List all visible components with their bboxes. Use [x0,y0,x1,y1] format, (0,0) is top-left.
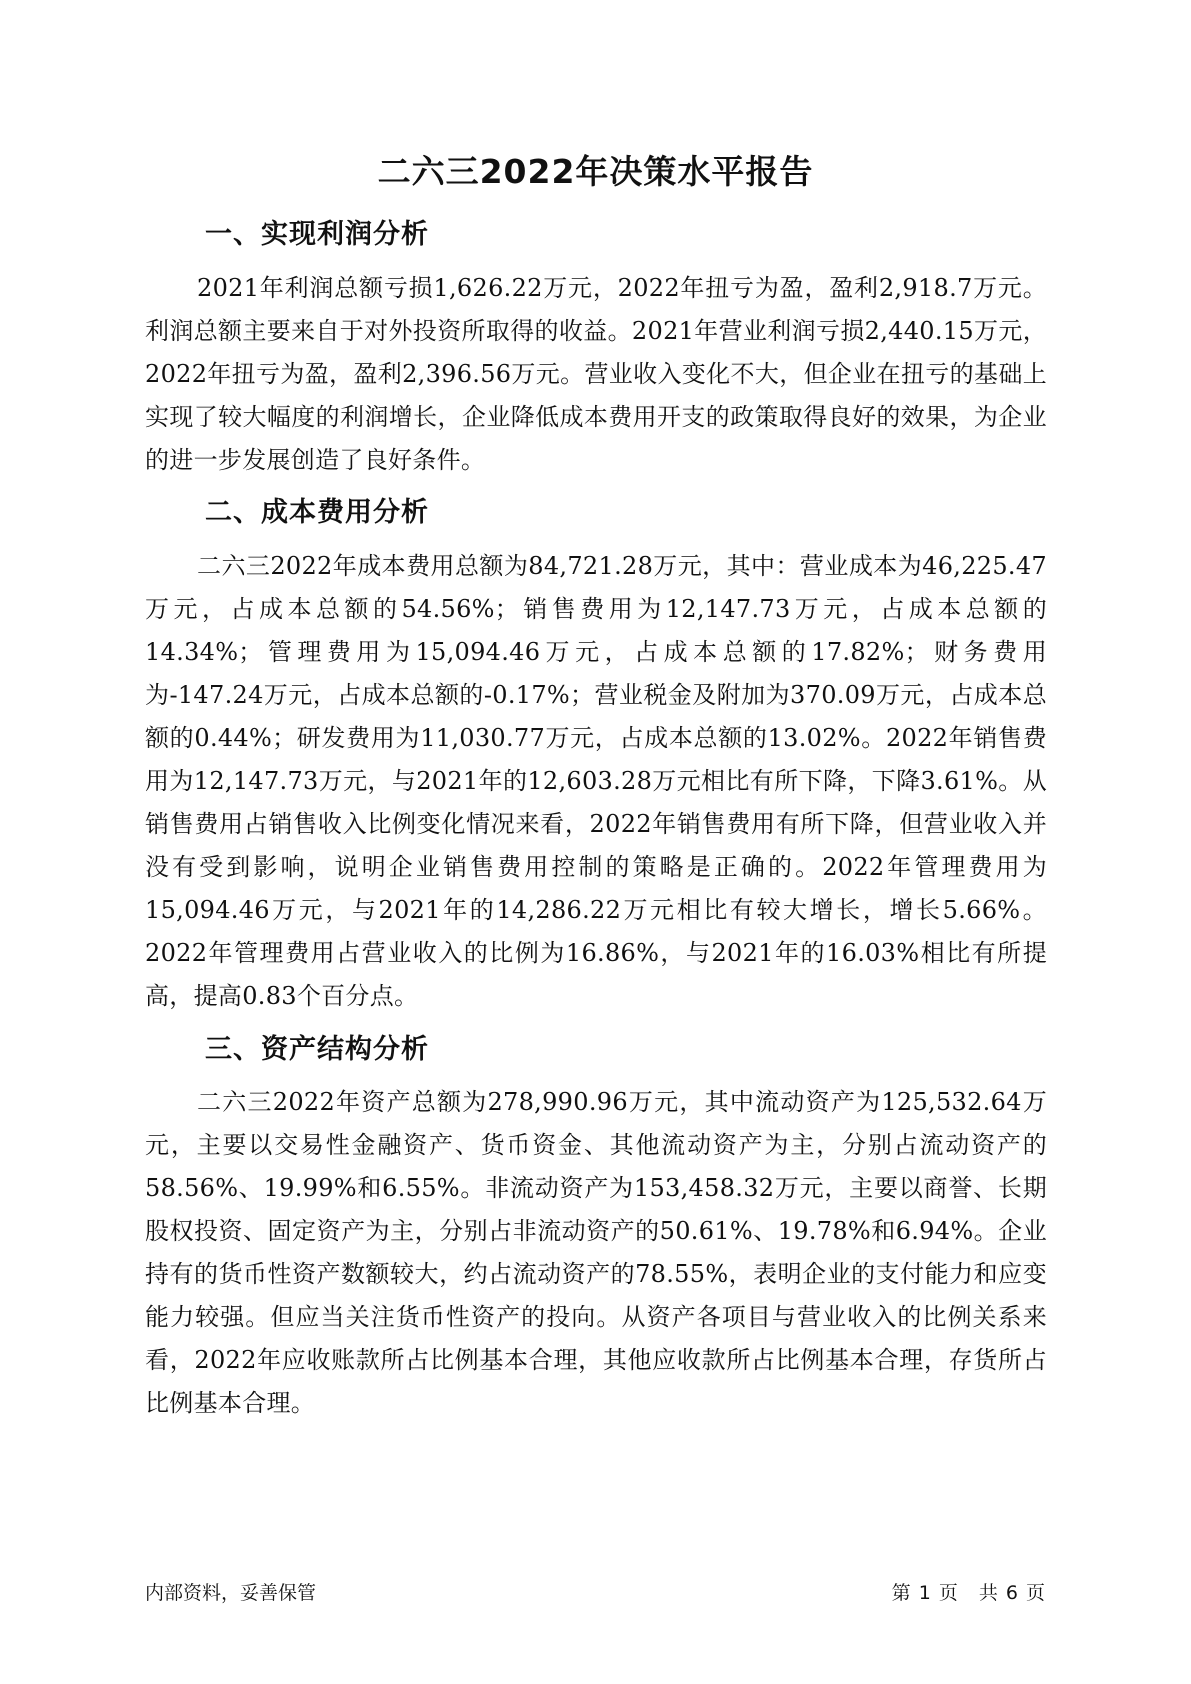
document-title: 二六三2022年决策水平报告 [377,152,814,191]
footer-page-number: 第 1 页 共 6 页 [891,1582,1046,1604]
section-paragraph-cost: 二六三2022年成本费用总额为84,721.28万元，其中：营业成本为46,225.47万元，占成本总额的54.56%；销售费用为12,147.73万元，占成本总额的14.34%；管理费用为15,094.46万元，占成本总额的17.82%；财务费用为-147.24万元，占成本总额的-0.17%；营业税金及附加为370.09万元，占成本总额的0.44%；研发费用为11,030.77万元，占成本总额的13.02%。2022年销售费用为12,147.73万元，与2021年的12,603.28万元相比有所下降，下降3.61%。从销售费用占销售收入比例变化情况来看，2022年销售费用有所下降，但营业收入并没有受到影响，说明企业销售费用控制的策略是正确的。2022年管理费用为15,094.46万元，与2021年的14,286.22万元相比有较大增长，增长5.66%。2022年管理费用占营业收入的比例为16.86%，与2021年的16.03%相比有所提高，提高0.83个百分点。 [145,552,1047,1010]
section-heading-profit: 一、实现利润分析 [205,219,429,250]
section-heading-assets: 三、资产结构分析 [205,1034,429,1065]
section-heading-cost: 二、成本费用分析 [205,497,429,528]
section-paragraph-profit: 2021年利润总额亏损1,626.22万元，2022年扭亏为盈，盈利2,918.7万元。利润总额主要来自于对外投资所取得的收益。2021年营业利润亏损2,440.15万元，2022年扭亏为盈，盈利2,396.56万元。营业收入变化不大，但企业在扭亏的基础上实现了较大幅度的利润增长，企业降低成本费用开支的政策取得良好的效果，为企业的进一步发展创造了良好条件。 [145,274,1047,474]
section-paragraph-assets: 二六三2022年资产总额为278,990.96万元，其中流动资产为125,532.64万元，主要以交易性金融资产、货币资金、其他流动资产为主，分别占流动资产的58.56%、19.99%和6.55%。非流动资产为153,458.32万元，主要以商誉、长期股权投资、固定资产为主，分别占非流动资产的50.61%、19.78%和6.94%。企业持有的货币性资产数额较大，约占流动资产的78.55%，表明企业的支付能力和应变能力较强。但应当关注货币性资产的投向。从资产各项目与营业收入的比例关系来看，2022年应收账款所占比例基本合理，其他应收款所占比例基本合理，存货所占比例基本合理。 [145,1088,1047,1417]
footer-confidential-note: 内部资料，妥善保管 [145,1582,317,1604]
